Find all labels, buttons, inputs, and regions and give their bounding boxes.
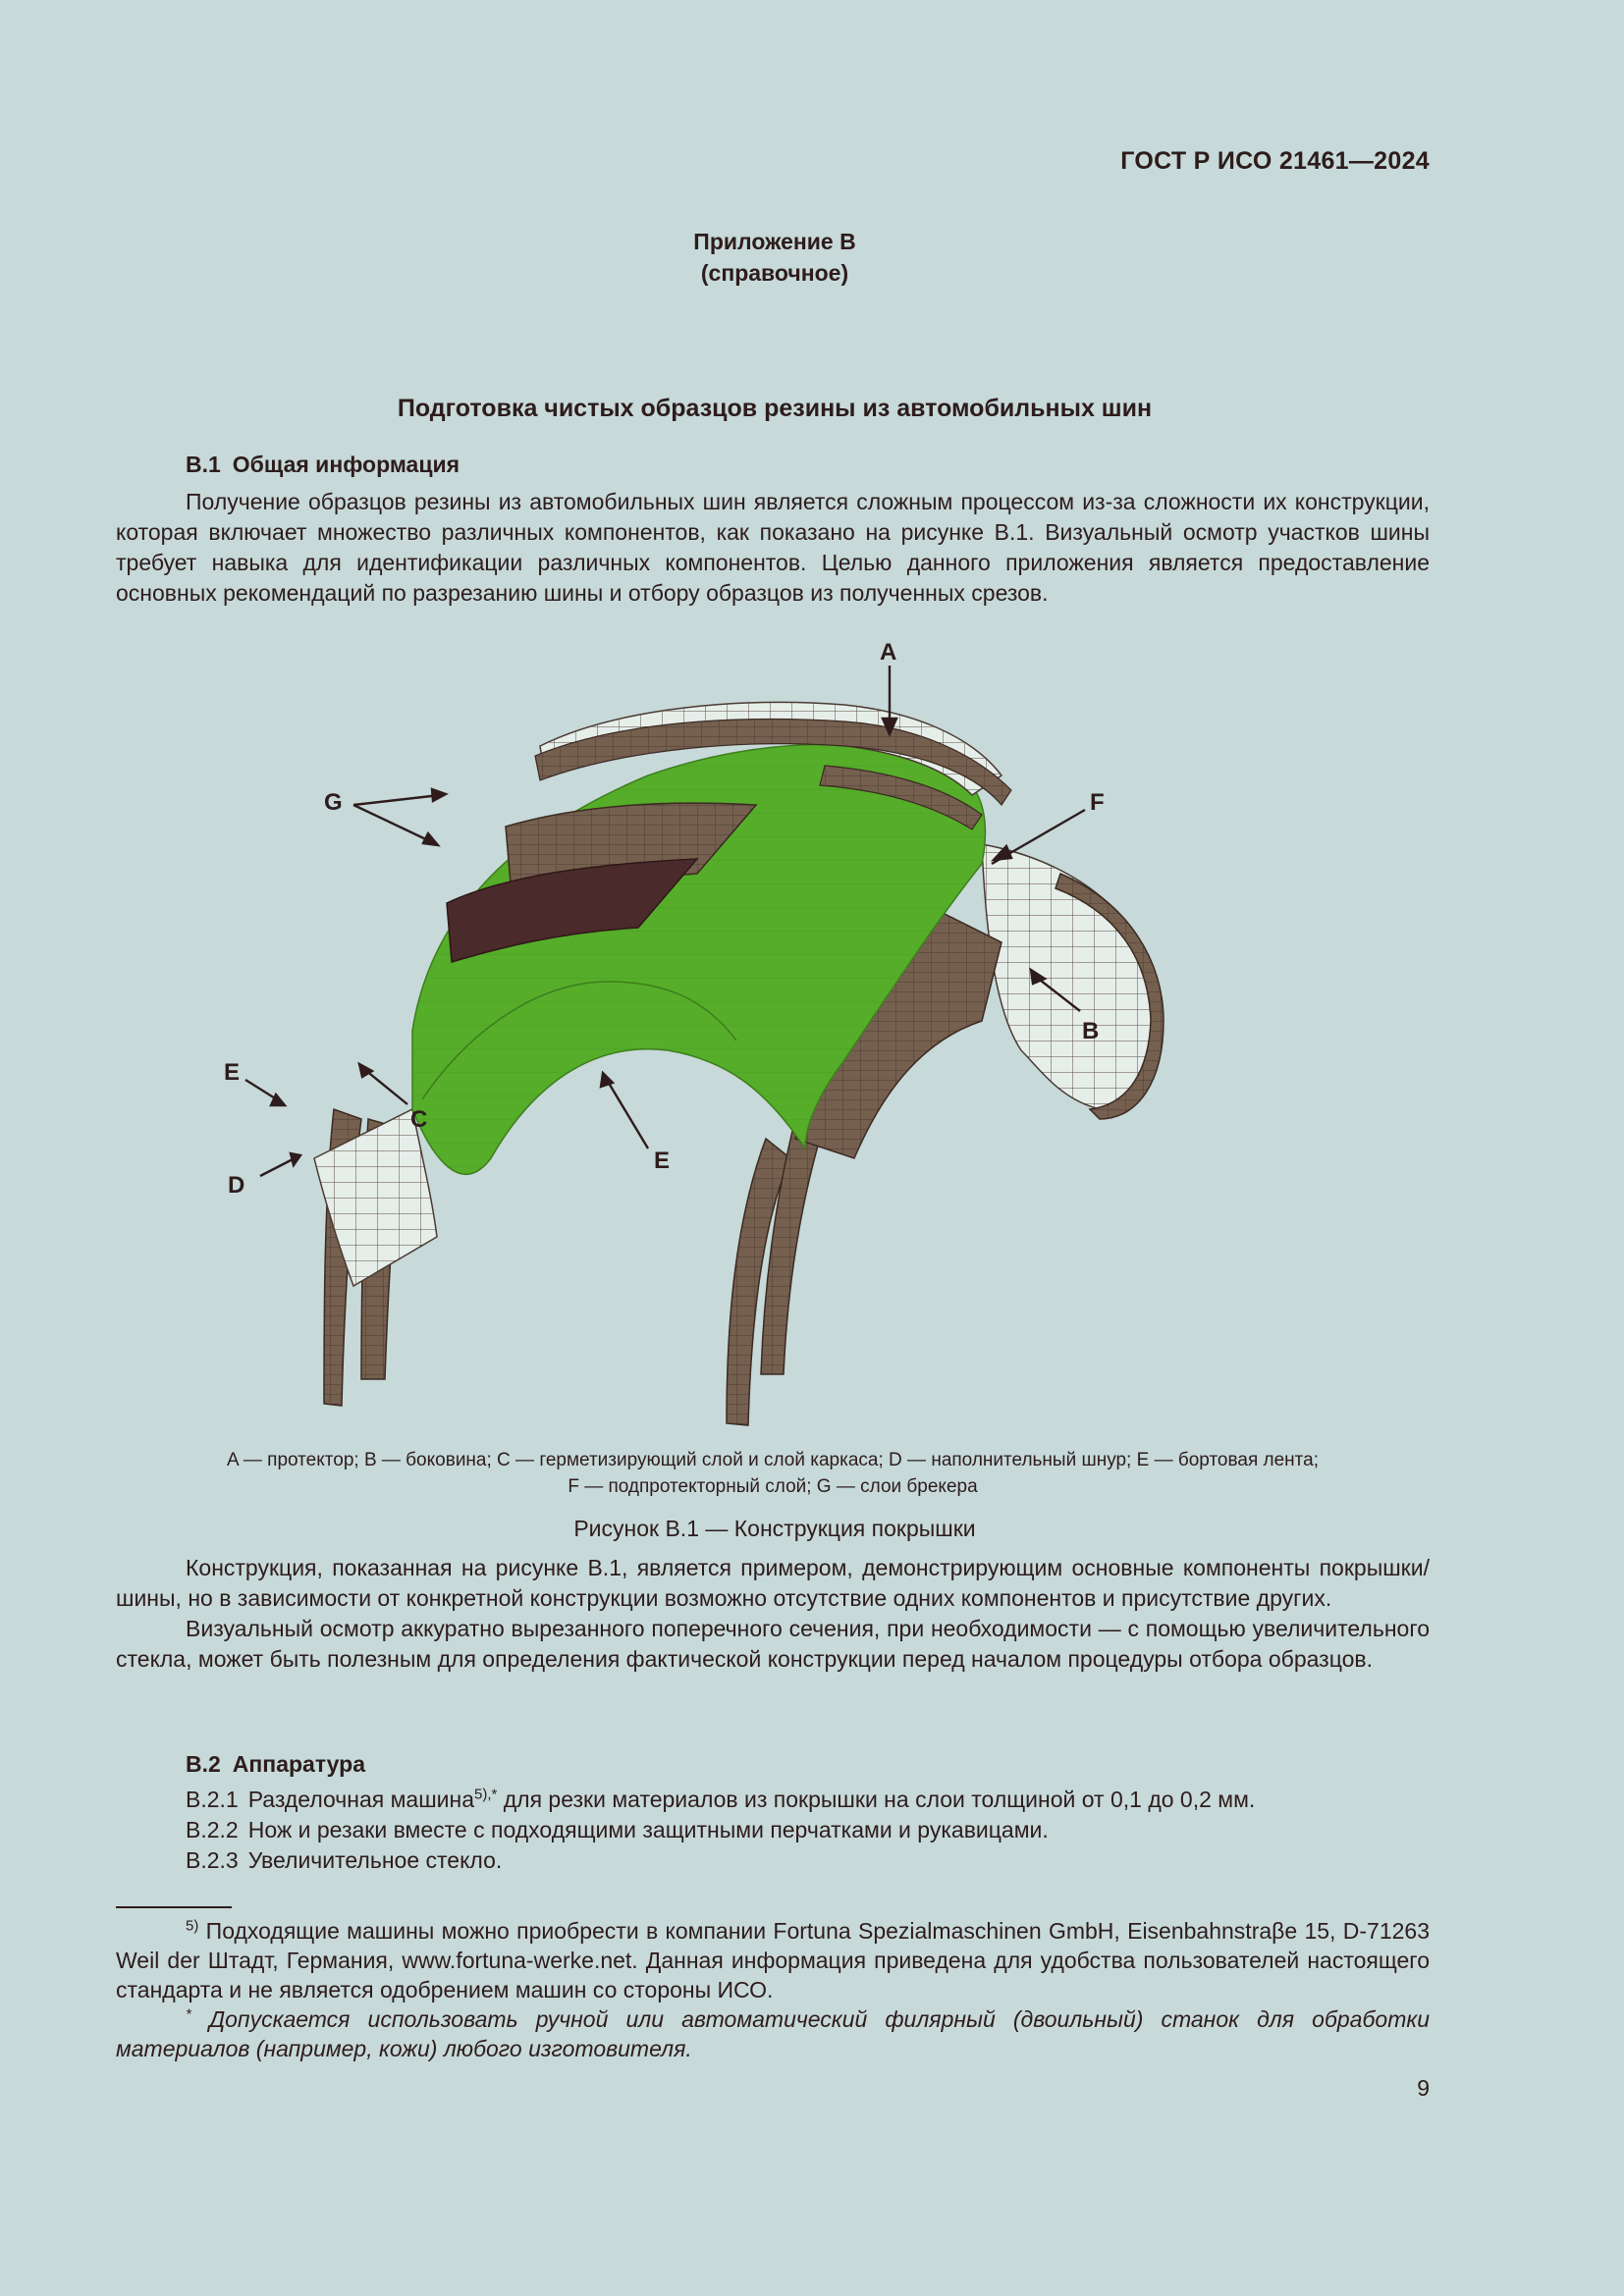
section-title: Общая информация bbox=[232, 452, 460, 477]
label-f: F bbox=[1090, 789, 1105, 816]
tire-construction-figure bbox=[224, 639, 1237, 1433]
annex-heading bbox=[0, 226, 1549, 289]
item-number: В.2.3 bbox=[186, 1847, 239, 1873]
footnote-text: Допускается использовать ручной или автоматический филярный (двоильный) станок для обработки материалов (например, кожи) любого изготовителя. bbox=[116, 2006, 1430, 2061]
list-item bbox=[186, 1815, 1255, 1845]
label-a: A bbox=[880, 639, 897, 666]
label-b: B bbox=[1082, 1018, 1100, 1044]
section-b2-heading bbox=[186, 1751, 365, 1778]
figure-legend bbox=[116, 1447, 1430, 1500]
label-e-right: E bbox=[654, 1148, 671, 1174]
tire-diagram bbox=[224, 639, 1237, 1433]
item-text: Разделочная машина bbox=[247, 1787, 474, 1812]
paragraph: Конструкция, показанная на рисунке В.1, является примером, демонстрирующим основные компоненты покрышки/шины, но в зависимости от конкретной конструкции возможно отсутствие одних компонентов и присутствие других. bbox=[116, 1555, 1430, 1611]
paragraph: Получение образцов резины из автомобильных шин является сложным процессом из-за сложности их конструкции, которая включает множество различных компонентов, как показано на рисунке В.1. Визуальный осмотр участков шины требует навыка для идентификации различных компонентов. Целью данного приложения является предоставление основных рекомендаций по разрезанию шины и отбору образцов из полученных срезов. bbox=[116, 489, 1430, 606]
item-text: Увеличительное стекло. bbox=[247, 1847, 503, 1873]
document-title: Подготовка чистых образцов резины из автомобильных шин bbox=[397, 395, 1153, 422]
annex-status: (справочное) bbox=[700, 260, 849, 286]
annex-title: Приложение В bbox=[693, 229, 856, 254]
standard-code: ГОСТ Р ИСО 21461—2024 bbox=[1120, 147, 1430, 175]
legend-line-1: A — протектор; B — боковина; C — герметизирующий слой и слой каркаса; D — наполнительный шнур; E — бортовая лента; bbox=[227, 1450, 1319, 1470]
footnote-divider bbox=[116, 1906, 232, 1908]
footnote-ref[interactable]: 5),* bbox=[474, 1786, 498, 1803]
section-number: В.2 bbox=[186, 1751, 221, 1777]
page-number: 9 bbox=[1417, 2075, 1430, 2101]
item-number: В.2.1 bbox=[186, 1787, 239, 1812]
item-text: Нож и резаки вместе с подходящими защитными перчатками и рукавицами. bbox=[247, 1817, 1049, 1842]
post-figure-text bbox=[116, 1553, 1430, 1675]
legend-line-2: F — подпротекторный слой; G — слои брекера bbox=[568, 1476, 978, 1497]
section-b1-heading bbox=[186, 452, 460, 478]
label-d: D bbox=[228, 1172, 245, 1199]
section-title: Аппаратура bbox=[232, 1751, 365, 1777]
label-g: G bbox=[324, 789, 343, 816]
section-b1-body bbox=[116, 487, 1430, 609]
list-item bbox=[186, 1845, 1255, 1876]
footnote-5 bbox=[116, 1916, 1430, 2004]
item-text-tail: для резки материалов из покрышки на слои толщиной от 0,1 до 0,2 мм. bbox=[497, 1787, 1256, 1812]
footnote-star bbox=[116, 2004, 1430, 2063]
list-item bbox=[186, 1785, 1255, 1815]
figure-caption: Рисунок В.1 — Конструкция покрышки bbox=[573, 1516, 976, 1541]
footnote-text: Подходящие машины можно приобрести в компании Fortuna Spezialmaschinen GmbH, Eisenbahnstraβe 15, D-71263 Weil der Штадт, Германия, www.fortuna-werke.net. Данная информация приведена для удобства пользователей настоящего стандарта и не является одобрением машин со стороны ИСО. bbox=[116, 1918, 1430, 2002]
apparatus-list bbox=[186, 1785, 1255, 1876]
section-number: В.1 bbox=[186, 452, 221, 477]
paragraph: Визуальный осмотр аккуратно вырезанного поперечного сечения, при необходимости — с помощью увеличительного стекла, может быть полезным для определения фактической конструкции перед началом процедуры отбора образцов. bbox=[116, 1616, 1430, 1672]
footnotes bbox=[116, 1916, 1430, 2063]
footnote-mark: 5) bbox=[186, 1917, 199, 1935]
item-number: В.2.2 bbox=[186, 1817, 239, 1842]
footnote-mark: * bbox=[186, 2005, 191, 2023]
label-c: C bbox=[410, 1106, 428, 1133]
label-e-left: E bbox=[224, 1059, 241, 1086]
